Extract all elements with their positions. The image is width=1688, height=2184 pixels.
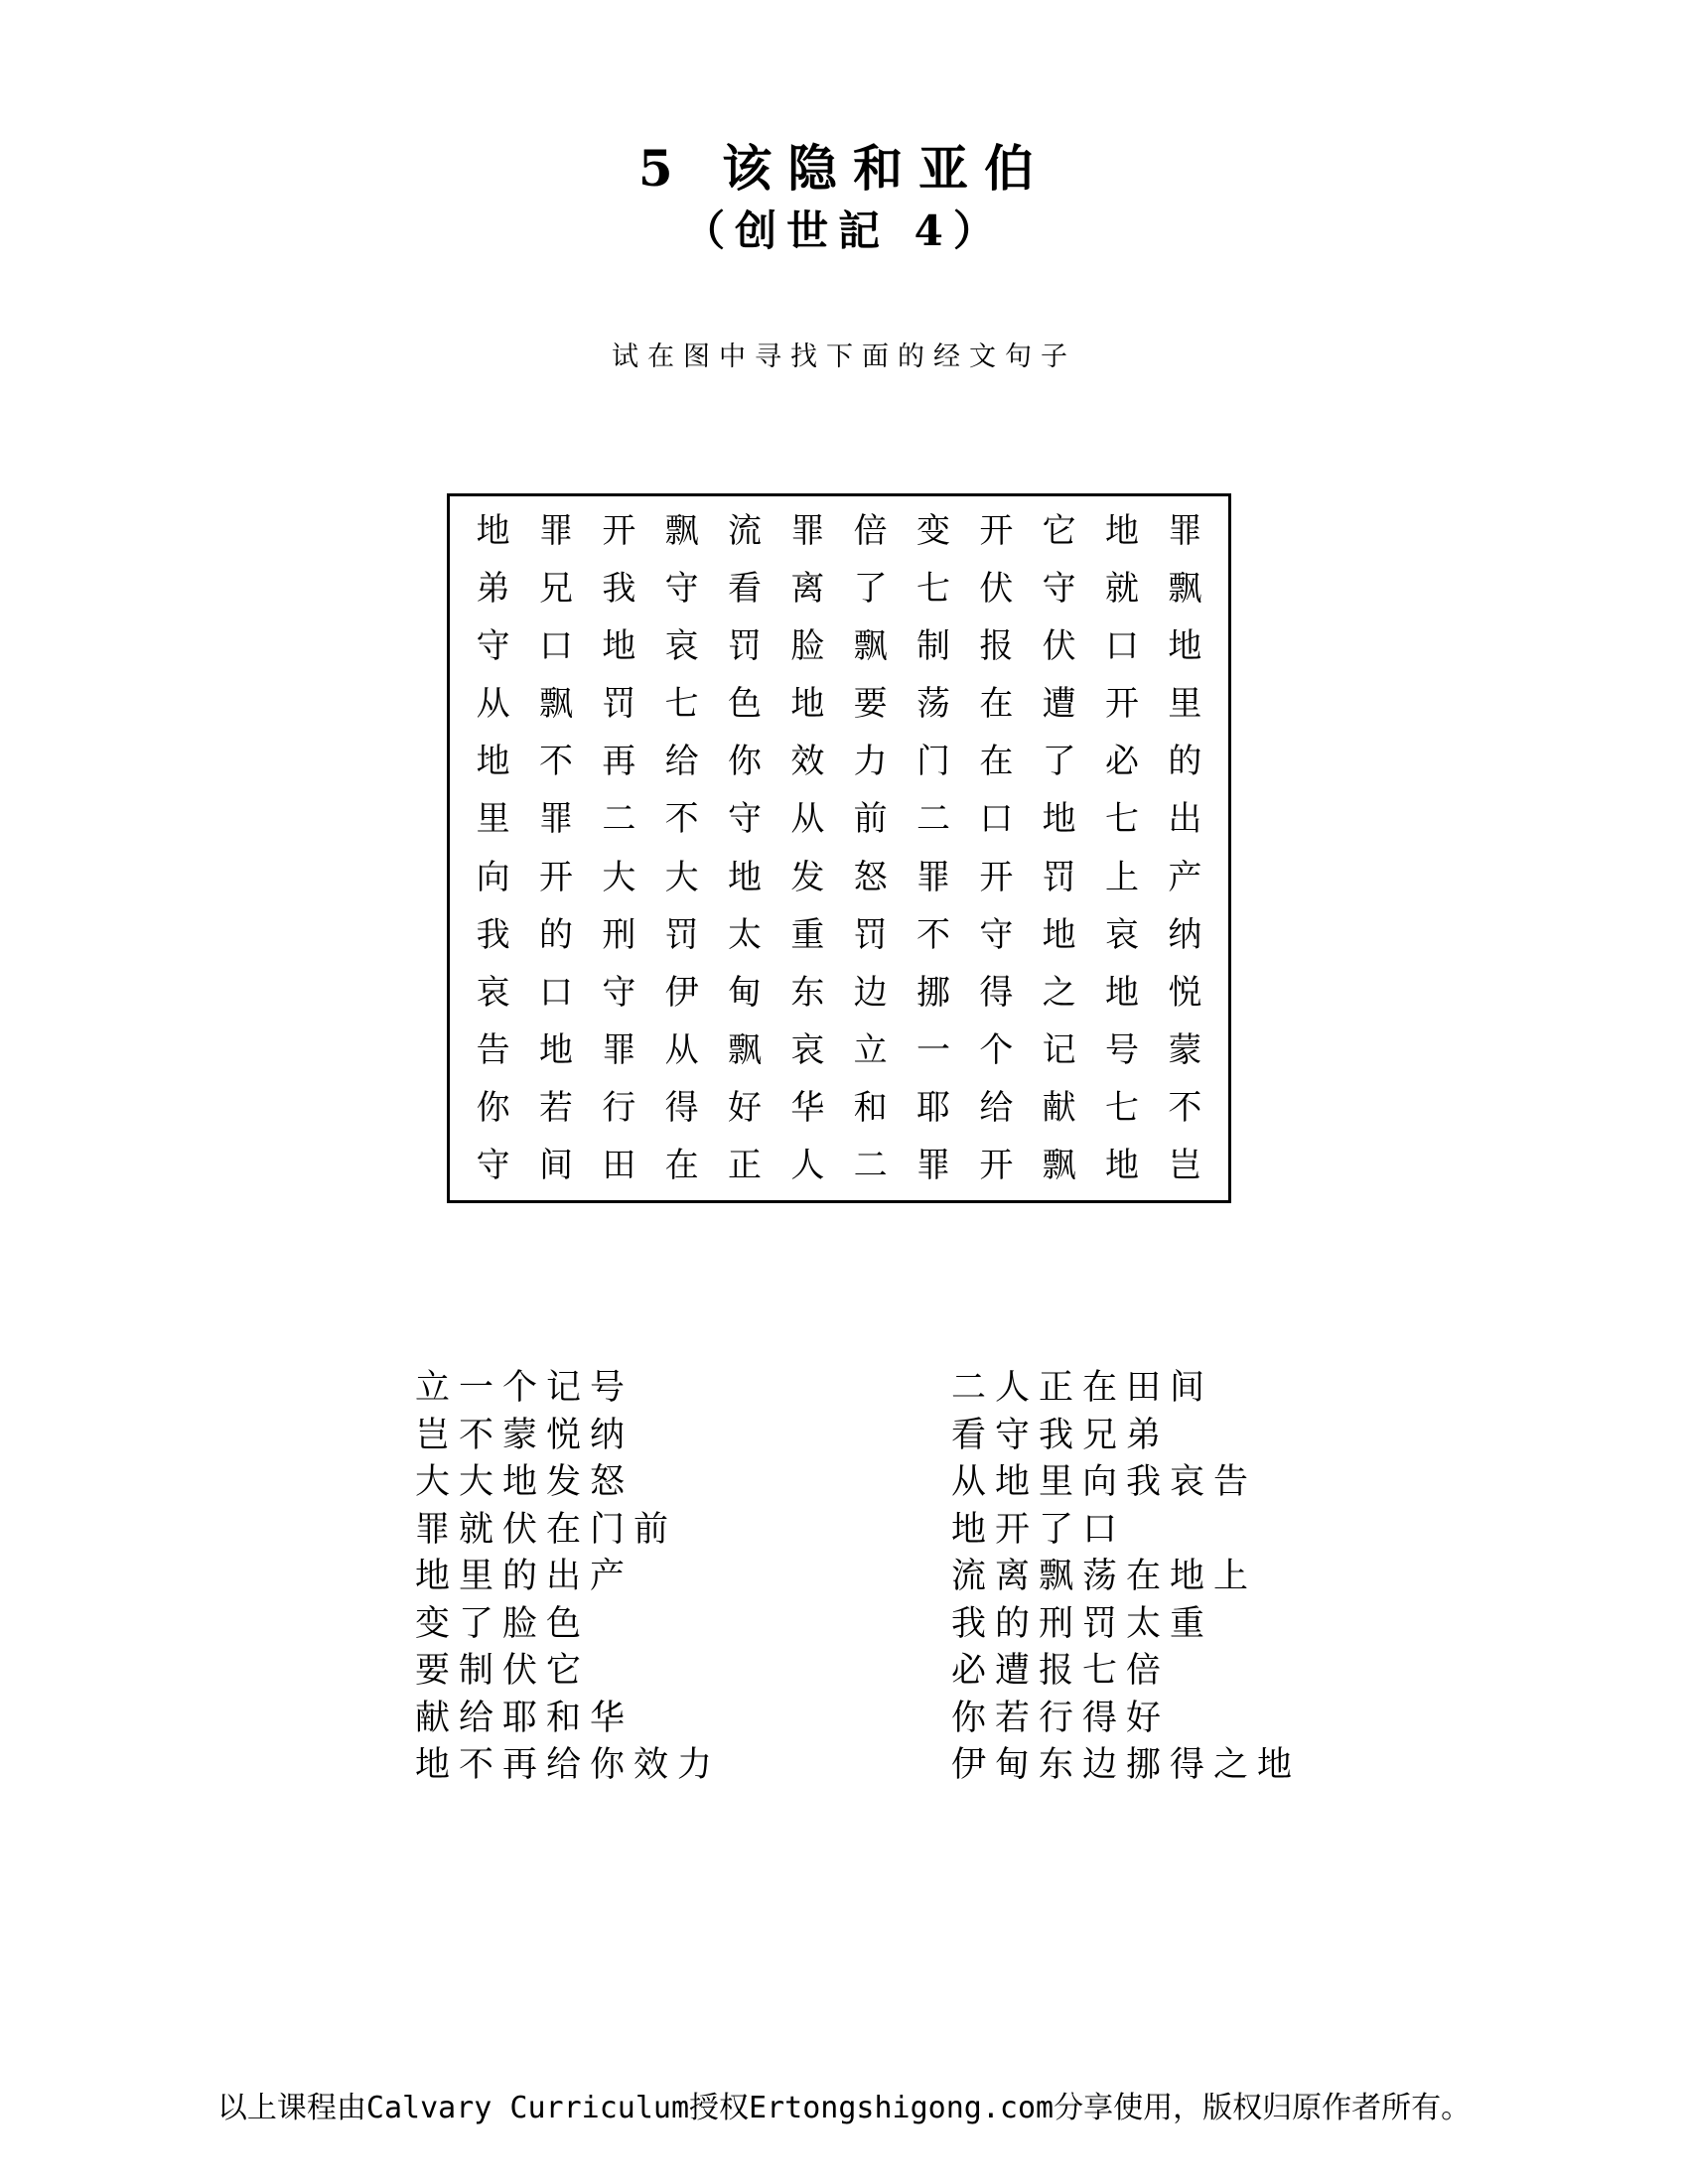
word-list-item: 献给耶和华 [415, 1698, 634, 1738]
grid-cell: 好 [727, 1087, 762, 1128]
grid-cell: 华 [790, 1087, 825, 1128]
grid-cell: 在 [979, 684, 1014, 725]
grid-cell: 向 [476, 857, 510, 897]
grid-cell: 不 [1168, 1087, 1202, 1128]
grid-cell: 伏 [1042, 626, 1076, 667]
grid-cell: 它 [1042, 511, 1076, 552]
grid-cell: 守 [476, 626, 510, 667]
grid-cell: 一 [915, 1029, 950, 1070]
grid-cell: 二 [853, 1145, 888, 1185]
grid-cell: 要 [853, 684, 888, 725]
grid-cell: 不 [538, 742, 573, 782]
grid-cell: 脸 [790, 626, 825, 667]
grid-cell: 变 [915, 511, 950, 552]
grid-cell: 七 [1104, 799, 1139, 840]
grid-cell: 力 [853, 742, 888, 782]
grid-cell: 重 [790, 914, 825, 955]
grid-cell: 了 [1042, 742, 1076, 782]
grid-cell: 大 [602, 857, 636, 897]
word-list-item: 要制伏它 [415, 1651, 591, 1691]
grid-cell: 开 [1104, 684, 1139, 725]
grid-cell: 口 [1104, 626, 1139, 667]
word-list-item: 立一个记号 [415, 1368, 634, 1408]
grid-cell: 我 [476, 914, 510, 955]
grid-cell: 罪 [915, 857, 950, 897]
grid-cell: 地 [476, 511, 510, 552]
grid-cell: 地 [476, 742, 510, 782]
grid-cell: 门 [915, 742, 950, 782]
word-list-left [415, 1365, 721, 1790]
grid-cell: 罚 [853, 914, 888, 955]
grid-cell: 若 [538, 1087, 573, 1128]
grid-cell: 给 [979, 1087, 1014, 1128]
grid-cell: 口 [979, 799, 1014, 840]
grid-cell: 里 [1168, 684, 1202, 725]
word-search-grid [447, 493, 1231, 1203]
grid-cell: 产 [1168, 857, 1202, 897]
word-list-item: 罪就伏在门前 [415, 1509, 678, 1550]
grid-cell: 纳 [1168, 914, 1202, 955]
grid-cell: 罚 [664, 914, 699, 955]
word-list-item: 地开了口 [951, 1509, 1127, 1550]
grid-cell: 怒 [853, 857, 888, 897]
word-list-item: 必遭报七倍 [951, 1651, 1171, 1691]
word-list-item: 你若行得好 [951, 1698, 1171, 1738]
grid-cell: 罪 [538, 511, 573, 552]
grid-cell: 地 [1104, 511, 1139, 552]
grid-cell: 个 [979, 1029, 1014, 1070]
grid-cell: 效 [790, 742, 825, 782]
word-list-item: 流离飘荡在地上 [951, 1557, 1258, 1596]
word-list-item: 岂不蒙悦纳 [415, 1415, 634, 1455]
grid-cell: 地 [1104, 972, 1139, 1013]
grid-cell: 挪 [915, 972, 950, 1013]
grid-cell: 哀 [476, 972, 510, 1013]
grid-cell: 飘 [727, 1029, 762, 1070]
grid-cell: 罪 [915, 1145, 950, 1185]
grid-cell: 开 [979, 1145, 1014, 1185]
grid-cell: 发 [790, 857, 825, 897]
grid-cell: 你 [476, 1087, 510, 1128]
grid-cell: 遭 [1042, 684, 1076, 725]
grid-cell: 罚 [1042, 857, 1076, 897]
grid-cell: 七 [1104, 1087, 1139, 1128]
word-list-item: 看守我兄弟 [951, 1415, 1171, 1455]
grid-cell: 守 [1042, 569, 1076, 610]
grid-cell: 地 [1104, 1145, 1139, 1185]
grid-cell: 从 [476, 684, 510, 725]
grid-cell: 口 [538, 972, 573, 1013]
grid-cell: 立 [853, 1029, 888, 1070]
grid-cell: 里 [476, 799, 510, 840]
grid-cell: 流 [727, 511, 762, 552]
grid-cell: 从 [664, 1029, 699, 1070]
grid-cell: 开 [538, 857, 573, 897]
word-list-item: 我的刑罚太重 [951, 1603, 1214, 1644]
grid-cell: 倍 [853, 511, 888, 552]
grid-cell: 开 [602, 511, 636, 552]
grid-cell: 守 [727, 799, 762, 840]
grid-cell: 地 [727, 857, 762, 897]
word-list-item: 大大地发怒 [415, 1462, 634, 1502]
grid-cell: 色 [727, 684, 762, 725]
grid-cell: 出 [1168, 799, 1202, 840]
grid-cell: 飘 [853, 626, 888, 667]
grid-cell: 了 [853, 569, 888, 610]
word-list-right [951, 1365, 1301, 1790]
word-list-item: 变了脸色 [415, 1603, 591, 1644]
grid-cell: 和 [853, 1087, 888, 1128]
grid-cell: 罪 [602, 1029, 636, 1070]
grid-cell: 哀 [1104, 914, 1139, 955]
grid-cell: 在 [664, 1145, 699, 1185]
grid-cell: 甸 [727, 972, 762, 1013]
grid-cell: 给 [664, 742, 699, 782]
grid-cell: 离 [790, 569, 825, 610]
grid-cell: 地 [538, 1029, 573, 1070]
grid-cell: 岂 [1168, 1145, 1202, 1185]
word-list-item: 二人正在田间 [951, 1368, 1214, 1408]
grid-cell: 制 [915, 626, 950, 667]
grid-cell: 边 [853, 972, 888, 1013]
grid-cell: 必 [1104, 742, 1139, 782]
grid-cell: 罪 [538, 799, 573, 840]
grid-cell: 飘 [1042, 1145, 1076, 1185]
grid-cell: 得 [664, 1087, 699, 1128]
grid-cell: 飘 [538, 684, 573, 725]
grid-cell: 献 [1042, 1087, 1076, 1128]
grid-cell: 上 [1104, 857, 1139, 897]
grid-cell: 口 [538, 626, 573, 667]
grid-cell: 就 [1104, 569, 1139, 610]
grid-cell: 之 [1042, 972, 1076, 1013]
grid-cell: 前 [853, 799, 888, 840]
grid-cell: 地 [1042, 914, 1076, 955]
grid-cell: 间 [538, 1145, 573, 1185]
grid-cell: 兄 [538, 569, 573, 610]
grid-cell: 刑 [602, 914, 636, 955]
grid-cell: 报 [979, 626, 1014, 667]
grid-cell: 伏 [979, 569, 1014, 610]
word-list-item: 地里的出产 [415, 1557, 634, 1596]
grid-cell: 哀 [664, 626, 699, 667]
grid-cell: 蒙 [1168, 1029, 1202, 1070]
grid-cell: 你 [727, 742, 762, 782]
grid-cell: 二 [915, 799, 950, 840]
grid-cell: 号 [1104, 1029, 1139, 1070]
grid-cell: 悦 [1168, 972, 1202, 1013]
grid-cell: 守 [476, 1145, 510, 1185]
instruction-text: 试在图中寻找下面的经文句子 [612, 341, 1076, 372]
page-subtitle: （创世記 4） [683, 206, 1005, 255]
grid-cell: 七 [915, 569, 950, 610]
grid-cell: 罚 [727, 626, 762, 667]
grid-cell: 田 [602, 1145, 636, 1185]
grid-cell: 记 [1042, 1029, 1076, 1070]
grid-cell: 的 [1168, 742, 1202, 782]
grid-cell: 开 [979, 857, 1014, 897]
grid-cell: 弟 [476, 569, 510, 610]
grid-cell: 耶 [915, 1087, 950, 1128]
word-list-item: 从地里向我哀告 [951, 1462, 1258, 1502]
grid-cell: 罪 [1168, 511, 1202, 552]
page-title: 5 该隐和亚伯 [637, 139, 1051, 198]
grid-cell: 得 [979, 972, 1014, 1013]
grid-cell: 大 [664, 857, 699, 897]
grid-cell: 守 [664, 569, 699, 610]
grid-cell: 我 [602, 569, 636, 610]
grid-cell: 不 [664, 799, 699, 840]
grid-cell: 地 [790, 684, 825, 725]
grid-cell: 人 [790, 1145, 825, 1185]
word-list-item: 地不再给你效力 [415, 1745, 722, 1785]
grid-cell: 看 [727, 569, 762, 610]
grid-cell: 伊 [664, 972, 699, 1013]
grid-cell: 东 [790, 972, 825, 1013]
grid-cell: 地 [602, 626, 636, 667]
grid-cell: 罚 [602, 684, 636, 725]
grid-cell: 守 [602, 972, 636, 1013]
grid-cell: 不 [915, 914, 950, 955]
grid-cell: 行 [602, 1087, 636, 1128]
grid-cell: 地 [1168, 626, 1202, 667]
grid-cell: 在 [979, 742, 1014, 782]
grid-cell: 飘 [664, 511, 699, 552]
grid-cell: 荡 [915, 684, 950, 725]
grid-cell: 正 [727, 1145, 762, 1185]
grid-cell: 的 [538, 914, 573, 955]
grid-cell: 再 [602, 742, 636, 782]
grid-cell: 地 [1042, 799, 1076, 840]
grid-cell: 七 [664, 684, 699, 725]
grid-cell: 开 [979, 511, 1014, 552]
grid-cell: 守 [979, 914, 1014, 955]
grid-cell: 从 [790, 799, 825, 840]
word-list-item: 伊甸东边挪得之地 [951, 1745, 1302, 1785]
grid-cell: 太 [727, 914, 762, 955]
grid-cell: 飘 [1168, 569, 1202, 610]
grid-cell: 告 [476, 1029, 510, 1070]
copyright-footer: 以上课程由Calvary Curriculum授权Ertongshigong.com分享使用，版权归原作者所有。 [216, 2091, 1472, 2125]
grid-cell: 二 [602, 799, 636, 840]
grid-cell: 哀 [790, 1029, 825, 1070]
grid-cell: 罪 [790, 511, 825, 552]
